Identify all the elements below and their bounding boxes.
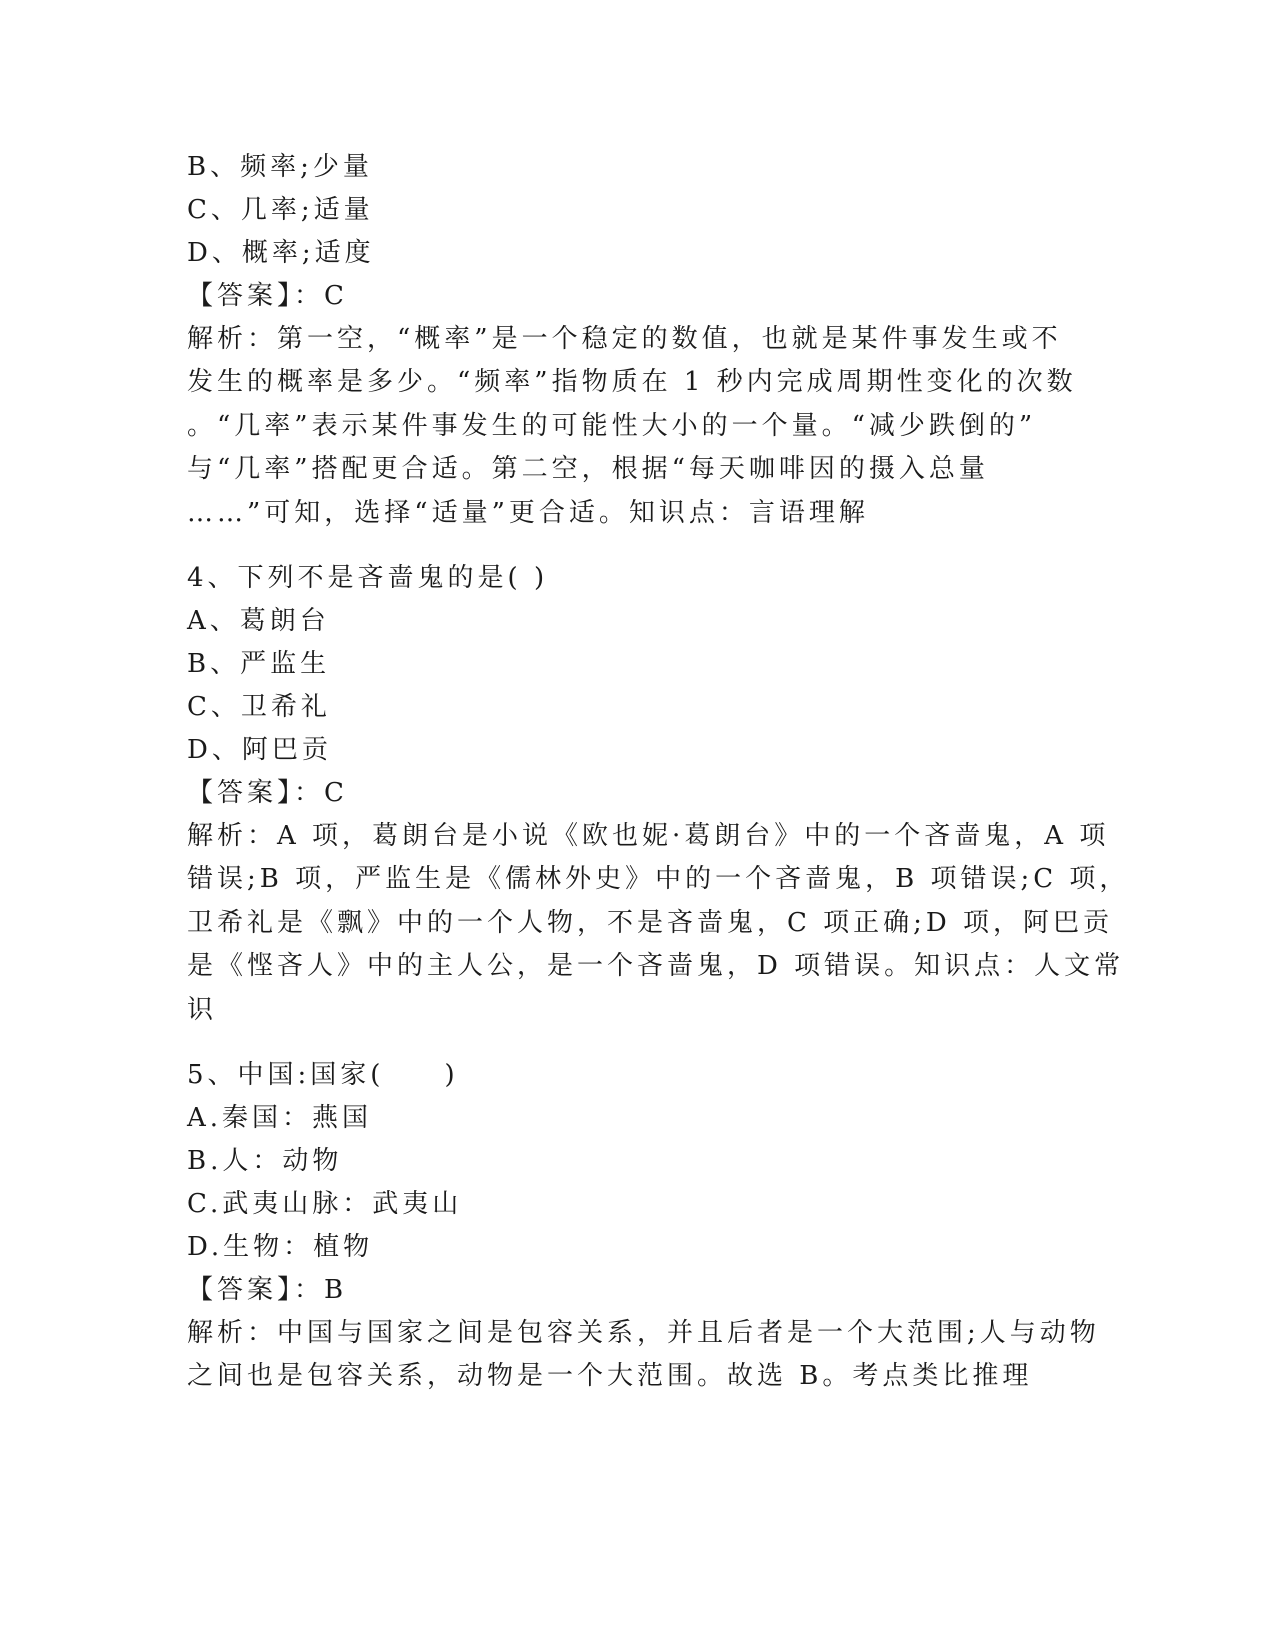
q4-analysis <box>187 815 1130 1032</box>
question-5-block <box>187 1054 1100 1399</box>
q4-answer: 【答案】：C <box>187 778 348 809</box>
document-page <box>187 146 1130 1399</box>
q4-option-d: D、阿巴贡 <box>187 735 332 766</box>
q5-option-a: A.秦国：燕国 <box>187 1103 373 1134</box>
q3-option-b: B、频率;少量 <box>187 152 373 182</box>
q5-analysis-line: 解析：中国与国家之间是包容关系，并且后者是一个大范围;人与动物 <box>187 1318 1100 1349</box>
spacer <box>187 535 1087 557</box>
q4-analysis-line: 解析：A 项，葛朗台是小说《欧也妮·葛朗台》中的一个吝啬鬼，A 项 <box>187 821 1110 852</box>
question-3-block <box>187 146 1087 535</box>
q4-analysis-line: 识 <box>187 994 218 1025</box>
q4-option-a: A、葛朗台 <box>187 606 330 637</box>
q3-option-c: C、几率;适量 <box>187 195 374 225</box>
q5-option-b: B.人：动物 <box>187 1146 343 1177</box>
q5-option-d: D.生物：植物 <box>187 1232 374 1263</box>
q5-option-c: C.武夷山脉：武夷山 <box>187 1189 463 1220</box>
q3-analysis-line: 解析：第一空，“概率”是一个稳定的数值，也就是某件事发生或不 <box>187 324 1062 354</box>
q3-analysis <box>187 318 1087 535</box>
q5-analysis-line: 之间也是包容关系，动物是一个大范围。故选 B。考点类比推理 <box>187 1361 1033 1392</box>
q3-answer: 【答案】：C <box>187 281 348 311</box>
q4-question: 4、下列不是吝啬鬼的是( ) <box>187 563 549 594</box>
q4-analysis-line: 错误;B 项，严监生是《儒林外史》中的一个吝啬鬼，B 项错误;C 项， <box>187 864 1130 895</box>
q3-analysis-line: 与“几率”搭配更合适。第二空，根据“每天咖啡因的摄入总量 <box>187 454 989 485</box>
q4-analysis-line: 卫希礼是《飘》中的一个人物，不是吝啬鬼，C 项正确;D 项，阿巴贡 <box>187 907 1114 938</box>
q4-option-c: C、卫希礼 <box>187 692 331 723</box>
q4-option-b: B、严监生 <box>187 649 331 680</box>
q5-analysis <box>187 1312 1100 1399</box>
q3-analysis-line: 。“几率”表示某件事发生的可能性大小的一个量。“减少跌倒的” <box>187 410 1037 441</box>
q5-question: 5、中国:国家( ) <box>187 1060 459 1091</box>
q3-analysis-line: ……”可知，选择“适量”更合适。知识点：言语理解 <box>187 497 869 528</box>
q3-analysis-line: 发生的概率是多少。“频率”指物质在 1 秒内完成周期性变化的次数 <box>187 367 1077 398</box>
spacer <box>187 1032 1087 1054</box>
q4-analysis-line: 是《悭吝人》中的主人公，是一个吝啬鬼，D 项错误。知识点：人文常 <box>187 951 1125 982</box>
q3-option-d: D、概率;适度 <box>187 238 375 268</box>
question-4-block <box>187 557 1130 1032</box>
q5-answer: 【答案】：B <box>187 1275 348 1306</box>
